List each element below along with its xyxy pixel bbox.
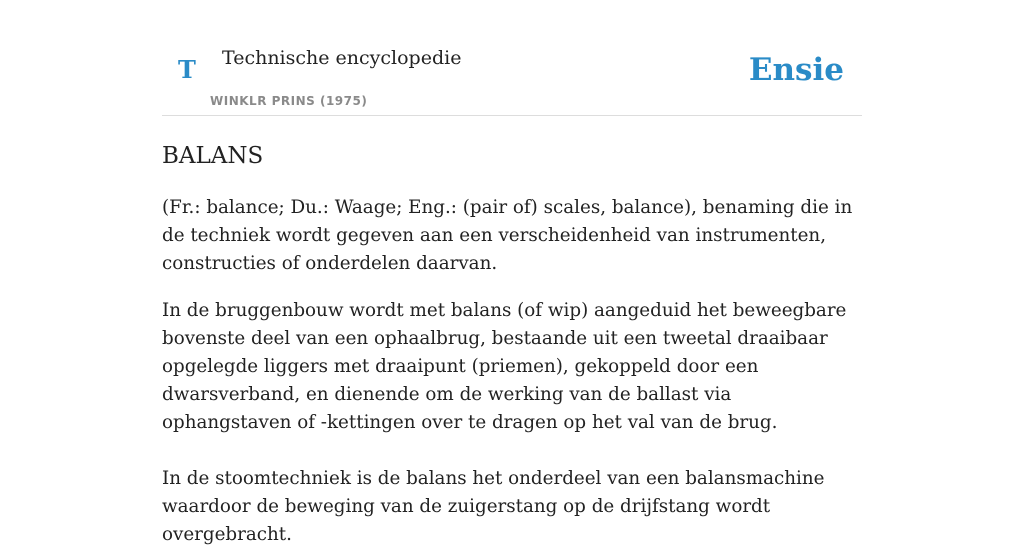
publication-title-link[interactable]: Technische encyclopedie [222,47,462,69]
ensie-brand-logo[interactable]: Ensie [748,52,844,88]
publication-header [162,0,862,116]
entry-paragraph-2: In de bruggenbouw wordt met balans (of wip) aangeduid het beweegbare bovenste deel van een ophaalbrug, bestaande uit een tweetal draaibaar opgelegde liggers met draaipunt (priemen), gekoppeld door een dwarsverband, en dienende om de werking van de ballast via ophangstaven of -kettingen over te dragen op het val van de brug. [162,300,847,433]
publication-logo[interactable]: T [178,55,196,84]
publication-subtitle: WINKLR PRINS (1975) [210,94,368,108]
entry-paragraph-3: In de stoomtechniek is de balans het onderdeel van een balansmachine waardoor de beweging van de zuigerstang op de drijfstang wordt overgebracht. [162,468,825,545]
entry-title: BALANS [162,143,264,169]
page-container [162,0,862,545]
entry-paragraph-1: (Fr.: balance; Du.: Waage; Eng.: (pair of) scales, balance), benaming die in de techniek wordt gegeven aan een verscheidenheid van instrumenten, constructies of onderdelen daarvan. [162,197,853,274]
